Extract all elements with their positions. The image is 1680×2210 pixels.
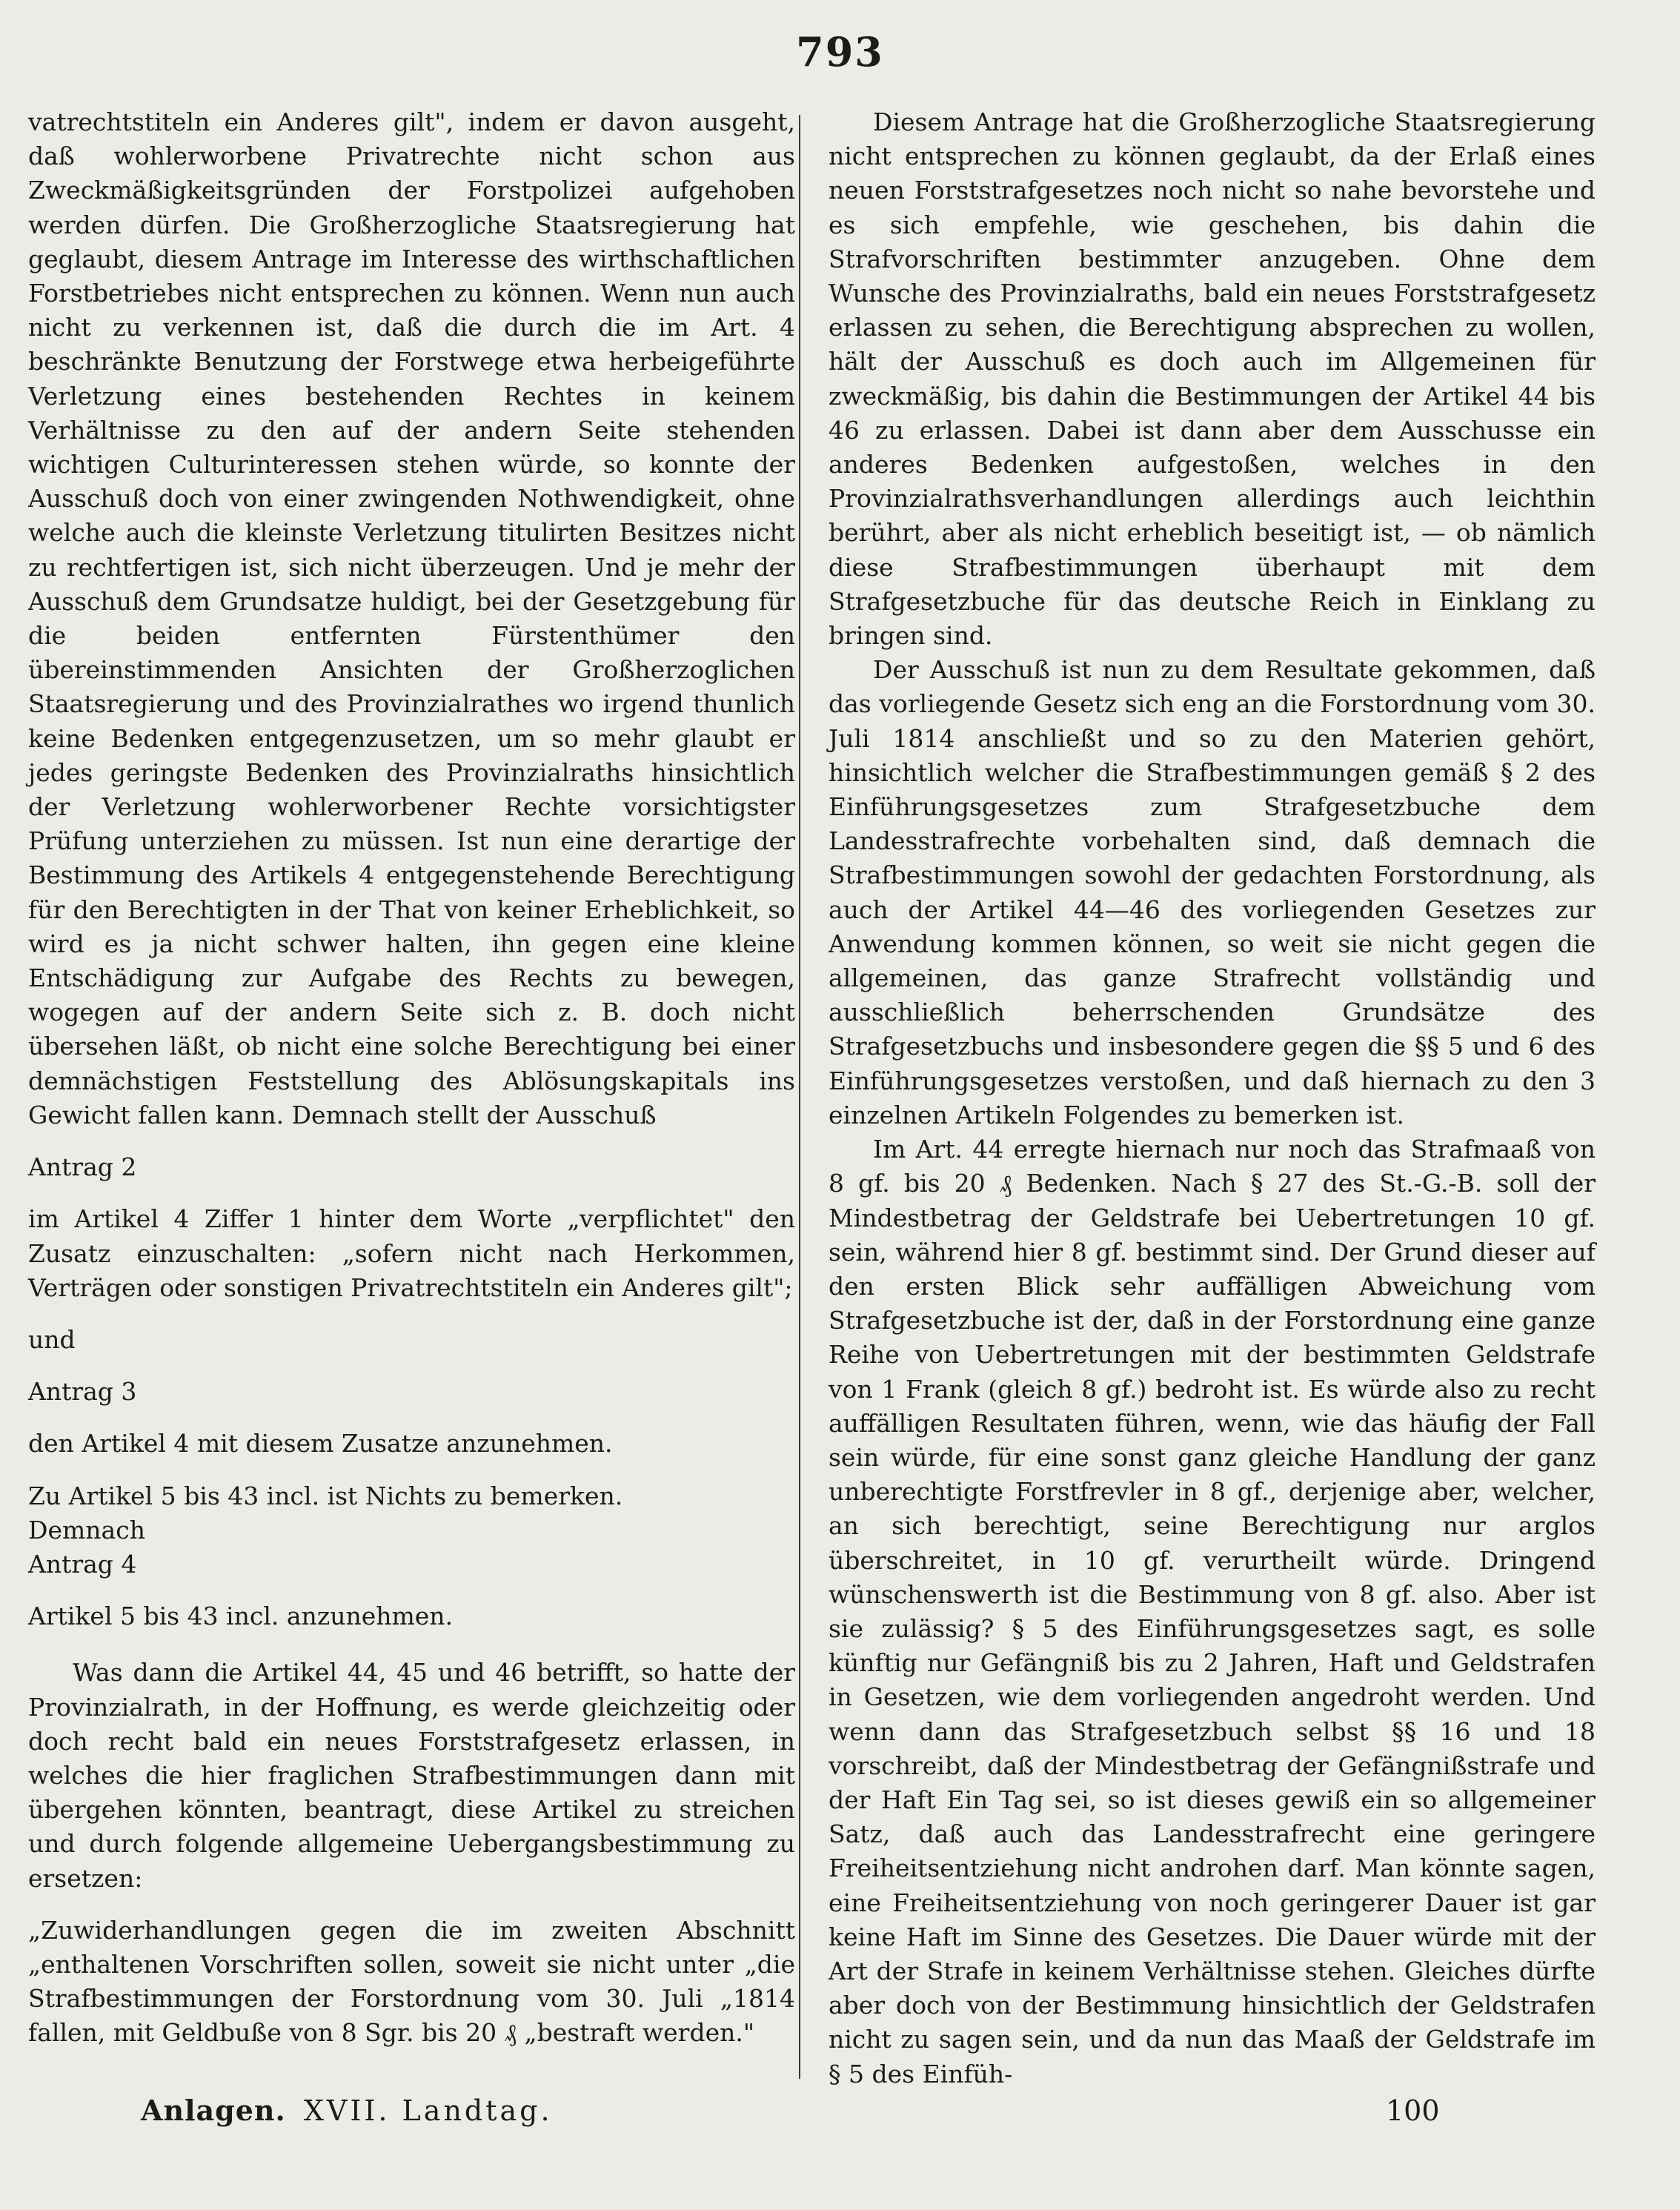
motion-3-title: Antrag 3 bbox=[28, 1377, 137, 1407]
motion-4-title: Antrag 4 bbox=[28, 1549, 137, 1579]
articles-5-43-note: Zu Artikel 5 bis 43 incl. ist Nichts zu bemerken. bbox=[28, 1481, 623, 1510]
motion-4-text: Artikel 5 bis 43 incl. anzunehmen. bbox=[28, 1602, 454, 1631]
footer-label: Anlagen. bbox=[141, 2094, 286, 2127]
and-label: und bbox=[28, 1324, 76, 1354]
therefore-label: Demnach bbox=[28, 1515, 145, 1544]
motion-2-text: im Artikel 4 Ziffer 1 hinter dem Worte „verpflichtet" den Zusatz einzuschalten: „sofern nicht nach Herkommen, Verträgen oder sonstigen Privatrechtstiteln ein Anderes gilt"; bbox=[28, 1204, 795, 1302]
motion-3-text: den Artikel 4 mit diesem Zusatze anzunehmen. bbox=[28, 1429, 613, 1459]
page-number: 793 bbox=[796, 28, 884, 76]
transitional-provision-quote: „Zuwiderhandlungen gegen die im zweiten Abschnitt „enthaltenen Vorschriften sollen, soweit sie nicht unter „die Strafbestimmungen der Forstordnung vom 30. Juli „1814 fallen, mit Geldbuße von 8 Sgr. bis 20 ₰ „bestraft werden." bbox=[28, 1915, 795, 2048]
sheet-number: 100 bbox=[1386, 2094, 1440, 2127]
footer-signature bbox=[141, 2094, 553, 2128]
column-divider bbox=[799, 115, 800, 2079]
right-paragraph-3: Im Art. 44 erregte hiernach nur noch das Strafmaaß von 8 gf. bis 20 ₰ Bedenken. Nach § 27 des St.-G.-B. soll der Mindestbetrag der Geldstrafe bei Uebertretungen 10 gf. sein, während hier 8 gf. bestimmt sind. Der Grund dieser auf den ersten Blick sehr auffälligen Abweichung vom Strafgesetzbuche ist der, daß in der Forstordnung eine ganze Reihe von Uebertretungen mit der bestimmten Geldstrafe von 1 Frank (gleich 8 gf.) bedroht ist. Es würde also zu recht auffälligen Resultaten führen, wenn, wie das häufig der Fall sein würde, für eine sonst ganz gleiche Handlung der ganz unberechtigte Forstfrevler in 8 gf., derjenige aber, welcher, an sich berechtigt, seine Berechtigung nur arglos überschreitet, in 10 gf. verurtheilt würde. Dringend wünschenswerth ist die Bestimmung von 8 gf. also. Aber ist sie zulässig? § 5 des Einführungsgesetzes sagt, es solle künftig nur Gefängniß bis zu 2 Jahren, Haft und Geldstrafen in Gesetzen, wie dem vorliegenden angedroht werden. Und wenn dann das Strafgesetzbuch selbst §§ 16 und 18 vorschreibt, daß der Mindestbetrag der Gefängnißstrafe und der Haft Ein Tag sei, so ist dieses gewiß ein so allgemeiner Satz, daß auch das Landesstrafrecht eine geringere Freiheitsentziehung nicht androhen darf. Man könnte sagen, eine Freiheitsentziehung von noch geringerer Dauer ist gar keine Haft im Sinne des Gesetzes. Die Dauer würde mit der Art der Strafe in keinem Verhältnisse stehen. Gleiches dürfte aber doch von der Bestimmung hinsichtlich der Geldstrafen nicht zu sagen sein, und da nun das Maaß der Geldstrafe im § 5 des Einfüh- bbox=[829, 1135, 1596, 2088]
left-paragraph-1: vatrechtstiteln ein Anderes gilt", indem er davon ausgeht, daß wohlerworbene Privatrechte nicht schon aus Zweckmäßigkeitsgründen der Forstpolizei aufgehoben werden dürfen. Die Großherzogliche Staatsregierung hat geglaubt, diesem Antrage im Interesse des wirthschaftlichen Forstbetriebes nicht entsprechen zu können. Wenn nun auch nicht zu verkennen ist, daß die durch die im Art. 4 beschränkte Benutzung der Forstwege etwa herbeigeführte Verletzung eines bestehenden Rechtes in keinem Verhältnisse zu den auf der andern Seite stehenden wichtigen Culturinteressen stehen würde, so konnte der Ausschuß doch von einer zwingenden Nothwendigkeit, ohne welche auch die kleinste Verletzung titulirten Besitzes nicht zu rechtfertigen ist, sich nicht überzeugen. Und je mehr der Ausschuß dem Grundsatze huldigt, bei der Gesetzgebung für die beiden entfernten Fürstenthümer den übereinstimmenden Ansichten der Großherzoglichen Staatsregierung und des Provinzialrathes wo irgend thunlich keine Bedenken entgegenzusetzen, um so mehr glaubt er jedes geringste Bedenken des Provinzialraths hinsichtlich der Verletzung wohlerworbener Rechte vorsichtigster Prüfung unterziehen zu müssen. Ist nun eine derartige der Bestimmung des Artikels 4 entgegenstehende Berechtigung für den Berechtigten in der That von keiner Erheblichkeit, so wird es ja nicht schwer halten, ihn gegen eine kleine Entschädigung zur Aufgabe des Rechts zu bewegen, wogegen auf der andern Seite sich z. B. doch nicht übersehen läßt, ob nicht eine solche Berechtigung bei einer demnächstigen Feststellung des Ablösungskapitals ins Gewicht fallen kann. Demnach stellt der Ausschuß bbox=[28, 107, 795, 1129]
footer-session: XVII. Landtag. bbox=[303, 2094, 553, 2127]
motion-2-title: Antrag 2 bbox=[28, 1152, 137, 1182]
right-paragraph-1: Diesem Antrage hat die Großherzogliche Staatsregierung nicht entsprechen zu können geglaubt, da der Erlaß eines neuen Forststrafgesetzes noch nicht so nahe bevorstehe und es sich empfehle, wie geschehen, bis dahin die Strafvorschriften bestimmter anzugeben. Ohne dem Wunsche des Provinzialraths, bald ein neues Forststrafgesetz erlassen zu sehen, die Berechtigung absprechen zu wollen, hält der Ausschuß es doch auch im Allgemeinen für zweckmäßig, bis dahin die Bestimmungen der Artikel 44 bis 46 zu erlassen. Dabei ist dann aber dem Ausschusse ein anderes Bedenken aufgestoßen, welches in den Provinzialrathsverhandlungen allerdings auch leichthin berührt, aber als nicht erheblich beseitigt ist, — ob nämlich diese Strafbestimmungen überhaupt mit dem Strafgesetzbuche für das deutsche Reich in Einklang zu bringen sind. bbox=[829, 107, 1596, 651]
left-paragraph-2: Was dann die Artikel 44, 45 und 46 betrifft, so hatte der Provinzialrath, in der Hoffnung, es werde gleichzeitig oder doch recht bald ein neues Forststrafgesetz erlassen, in welches die hier fraglichen Strafbestimmungen dann mit übergehen könnten, beantragt, diese Artikel zu streichen und durch folgende allgemeine Uebergangsbestimmung zu ersetzen: bbox=[28, 1658, 795, 1893]
left-column bbox=[28, 105, 795, 2051]
right-column bbox=[829, 105, 1596, 2091]
right-paragraph-2: Der Ausschuß ist nun zu dem Resultate gekommen, daß das vorliegende Gesetz sich eng an die Forstordnung vom 30. Juli 1814 anschließt und so zu den Materien gehört, hinsichtlich welcher die Strafbestimmungen gemäß § 2 des Einführungsgesetzes zum Strafgesetzbuche dem Landesstrafrechte vorbehalten sind, daß demnach die Strafbestimmungen sowohl der gedachten Forstordnung, als auch der Artikel 44—46 des vorliegenden Gesetzes zur Anwendung kommen können, so weit sie nicht gegen die allgemeinen, das ganze Strafrecht vollständig und ausschließlich beherrschenden Grundsätze des Strafgesetzbuchs und insbesondere gegen die §§ 5 und 6 des Einführungsgesetzes verstoßen, und daß hiernach zu den 3 einzelnen Artikeln Folgendes zu bemerken ist. bbox=[829, 655, 1596, 1129]
